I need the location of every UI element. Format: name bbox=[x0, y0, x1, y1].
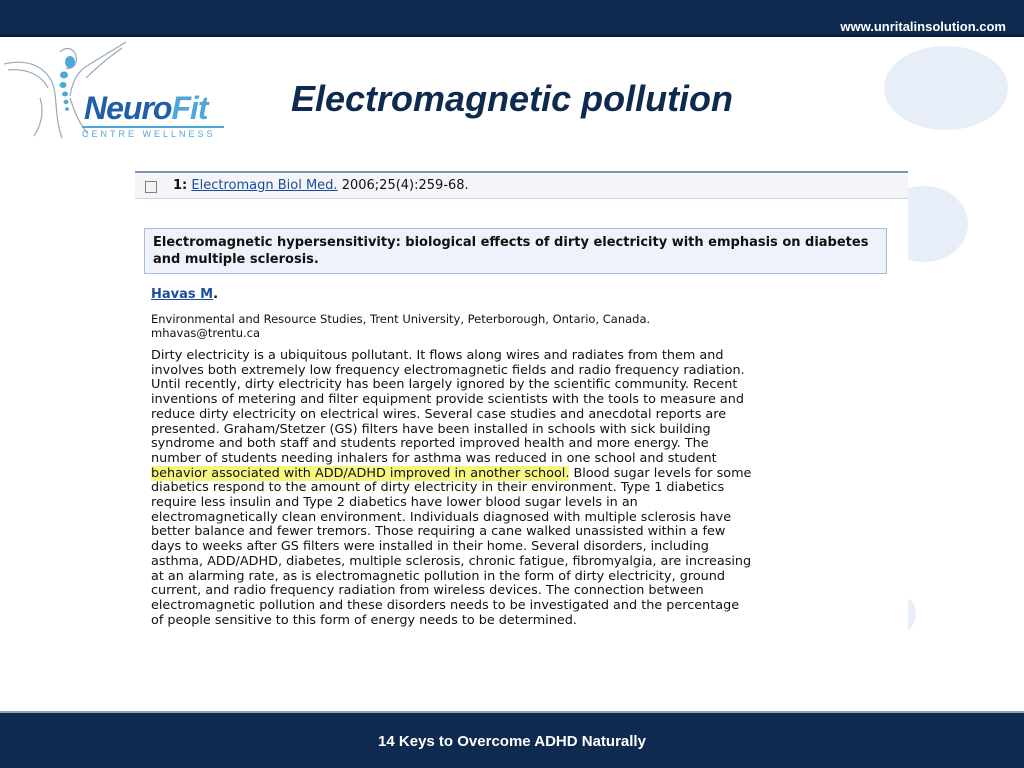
logo-brand-part1: Neuro bbox=[84, 90, 172, 126]
abstract-highlight: behavior associated with ADD/ADHD improved in another school. bbox=[151, 465, 570, 481]
citation-line bbox=[173, 178, 469, 193]
select-checkbox[interactable] bbox=[145, 181, 157, 193]
citation-bar bbox=[135, 171, 908, 199]
top-bar bbox=[0, 0, 1024, 37]
slide-title: Electromagnetic pollution bbox=[291, 78, 734, 119]
author-line bbox=[151, 287, 218, 302]
abstract-text bbox=[151, 349, 891, 628]
pubmed-abstract-screenshot bbox=[135, 171, 908, 640]
abstract-part-1: Dirty electricity is a ubiquitous pollutant. It flows along wires and radiates from them and involves both extremely low frequency electromagnetic fields and radio frequency radiation. Until recently, dirty electricity has been largely ignored by the scientific community. Recent inventions of metering and filter equipment provide scientists with the tools to measure and reduce dirty electricity on electrical wires. Several case studies and anecdotal reports are presented. Graham/Stetzer (GS) filters have been installed in schools with sick building syndrome and both staff and students reported improved health and more energy. The number of students needing inhalers for asthma was reduced in one school and student bbox=[151, 348, 745, 466]
author-email: mhavas@trentu.ca bbox=[151, 326, 261, 340]
abstract-part-2: Blood sugar levels for some diabetics respond to the amount of dirty electricity in their environment. Type 1 diabetics require less insulin and Type 2 diabetics have lower blood sugar levels in an electromagnetically clean environment. Individuals diagnosed with multiple sclerosis have better balance and fewer tremors. Those requiring a cane walked unassisted within a few days to weeks after GS filters were installed in their home. Several disorders, including asthma, ADD/ADHD, diabetes, multiple sclerosis, chronic fatigue, fibromyalgia, are increasing at an alarming rate, as is electromagnetic pollution in the form of dirty electricity, ground current, and radio frequency radiation from wireless devices. The connection between electromagnetic pollution and these disorders needs to be investigated and the percentage of people sensitive to this form of energy needs to be determined. bbox=[151, 465, 752, 628]
logo-tagline: CENTRE WELLNESS bbox=[82, 129, 216, 139]
logo-brand-text bbox=[84, 90, 208, 127]
logo-brand-part2: Fit bbox=[171, 90, 208, 126]
journal-link[interactable]: Electromagn Biol Med. bbox=[191, 178, 338, 193]
author-suffix: . bbox=[213, 287, 219, 302]
site-url[interactable]: www.unritalinsolution.com bbox=[840, 19, 1006, 34]
decorative-circle bbox=[884, 46, 1008, 130]
bottom-bar bbox=[0, 711, 1024, 768]
author-link[interactable]: Havas M bbox=[151, 287, 214, 302]
article-title: Electromagnetic hypersensitivity: biological effects of dirty electricity with emphasis on diabetes and multiple sclerosis. bbox=[144, 228, 887, 274]
neurofit-logo bbox=[0, 38, 232, 146]
affiliation-text: Environmental and Resource Studies, Trent University, Peterborough, Ontario, Canada. bbox=[151, 312, 651, 326]
affiliation bbox=[151, 312, 891, 340]
citation-number: 1: bbox=[173, 178, 188, 193]
logo-divider bbox=[82, 126, 224, 128]
footer-text: 14 Keys to Overcome ADHD Naturally bbox=[378, 733, 646, 750]
citation-reference: 2006;25(4):259-68. bbox=[341, 178, 469, 193]
